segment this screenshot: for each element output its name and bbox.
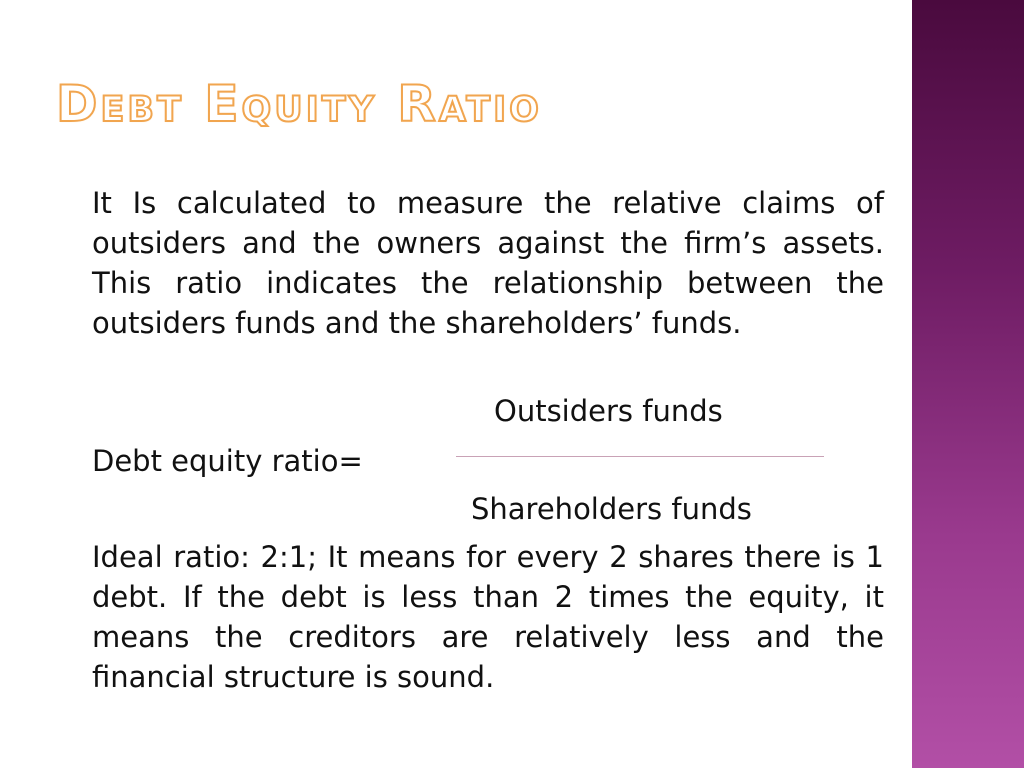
decorative-side-band bbox=[912, 0, 1024, 768]
formula-numerator: Outsiders funds bbox=[494, 394, 723, 428]
formula-denominator: Shareholders funds bbox=[471, 492, 752, 526]
formula-lhs: Debt equity ratio= bbox=[92, 444, 363, 478]
slide-title: Debt Equity Ratio bbox=[56, 75, 542, 133]
ideal-ratio-paragraph: Ideal ratio: 2:1; It means for every 2 shares there is 1 debt. If the debt is less than 2 times the equity, it means the creditors are relatively less and the financial structure is sound. bbox=[92, 540, 884, 694]
fraction-line bbox=[456, 456, 824, 457]
intro-paragraph: It Is calculated to measure the relative claims of outsiders and the owners against the firm’s assets. This ratio indicates the relationship between the outsiders funds and the shareholders’ funds. bbox=[92, 186, 884, 340]
